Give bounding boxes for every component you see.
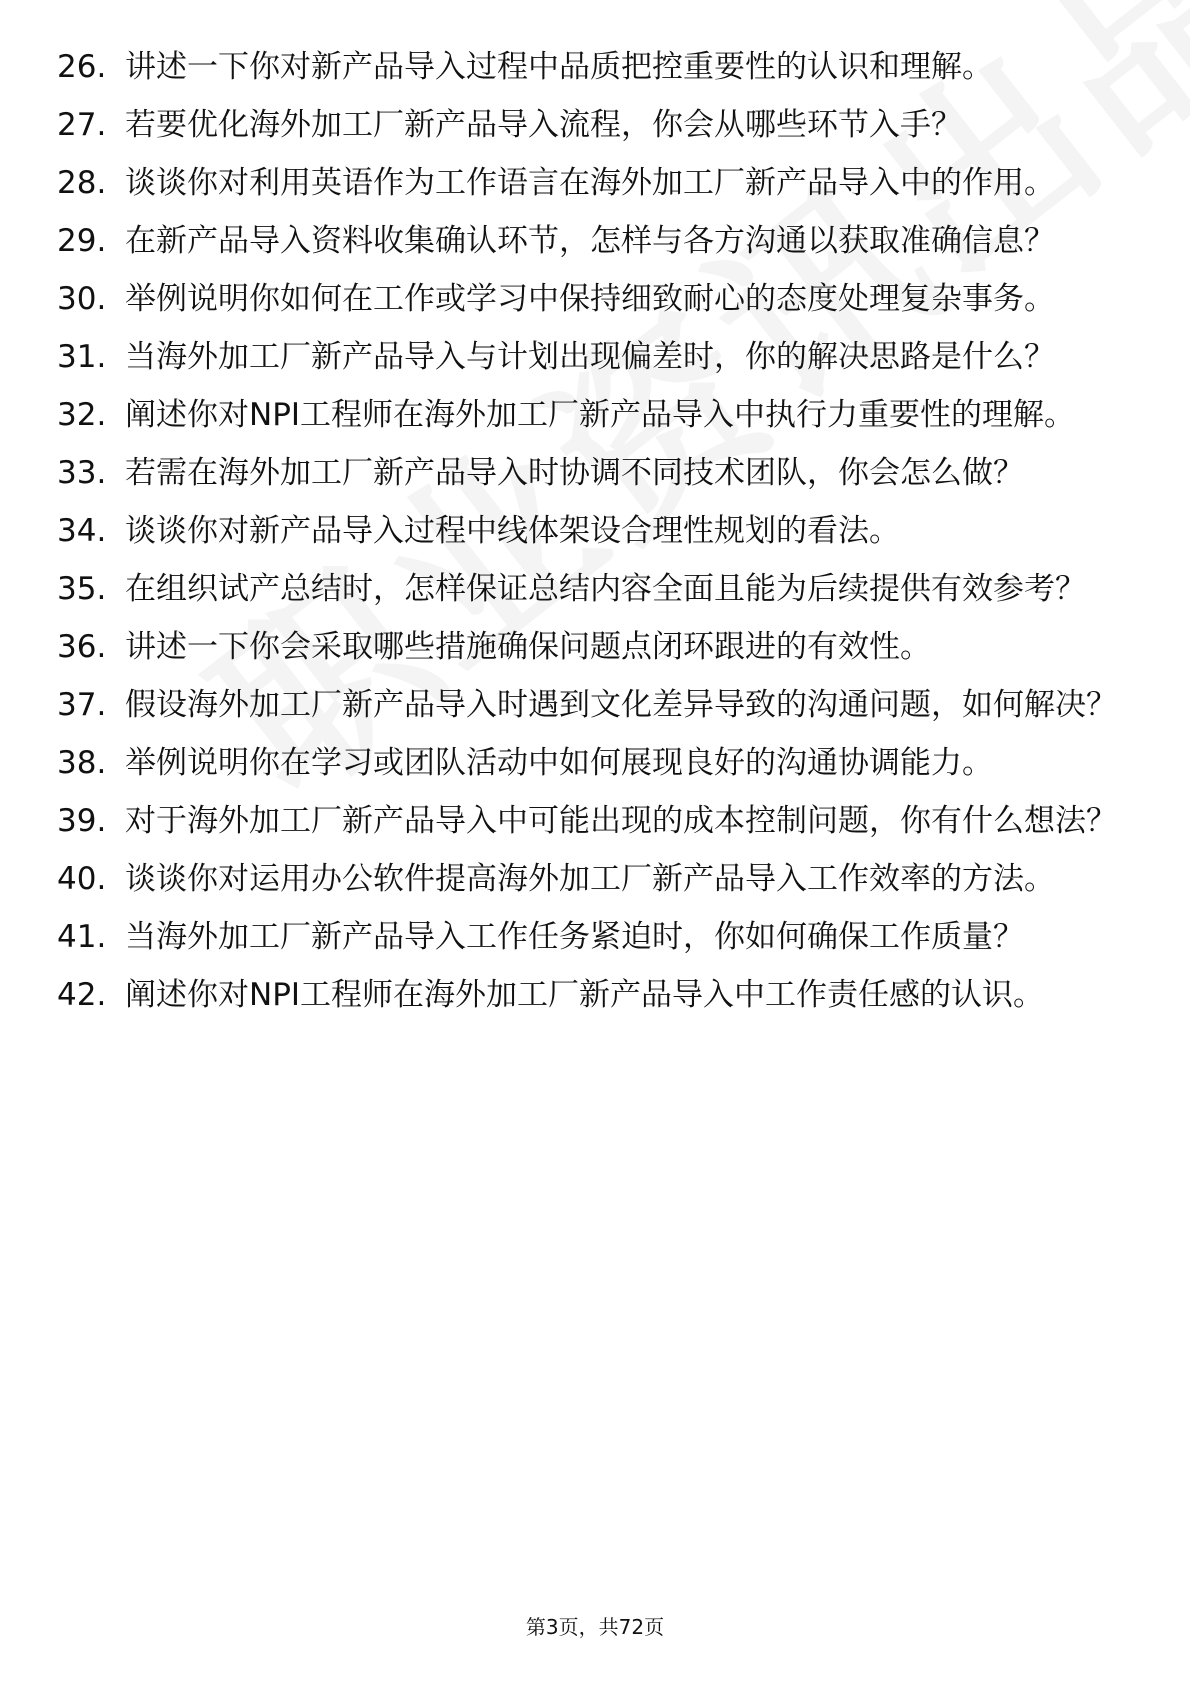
question-number: 29.: [57, 223, 107, 259]
question-number: 37.: [57, 687, 107, 723]
question-item: [57, 860, 1117, 898]
question-item: [57, 106, 1117, 144]
question-text: 当海外加工厂新产品导入与计划出现偏差时，你的解决思路是什么？: [125, 339, 1055, 375]
question-list: [57, 48, 1117, 1034]
page-footer: [0, 1611, 1190, 1640]
question-text: 对于海外加工厂新产品导入中可能出现的成本控制问题，你有什么想法？: [125, 803, 1117, 839]
question-item: [57, 338, 1117, 376]
question-item: [57, 396, 1117, 434]
question-text: 讲述一下你会采取哪些措施确保问题点闭环跟进的有效性。: [125, 629, 931, 665]
question-number: 32.: [57, 397, 107, 433]
question-number: 28.: [57, 165, 107, 201]
question-item: [57, 918, 1117, 956]
question-text: 谈谈你对新产品导入过程中线体架设合理性规划的看法。: [125, 513, 900, 549]
question-number: 31.: [57, 339, 107, 375]
question-text: 举例说明你在学习或团队活动中如何展现良好的沟通协调能力。: [125, 745, 993, 781]
question-item: [57, 628, 1117, 666]
question-number: 33.: [57, 455, 107, 491]
page-number-label: 第3页，共72页: [525, 1615, 665, 1639]
question-number: 41.: [57, 919, 107, 955]
question-item: [57, 222, 1117, 260]
question-text: 假设海外加工厂新产品导入时遇到文化差异导致的沟通问题，如何解决？: [125, 687, 1117, 723]
question-item: [57, 512, 1117, 550]
question-text: 举例说明你如何在工作或学习中保持细致耐心的态度处理复杂事务。: [125, 281, 1055, 317]
question-number: 27.: [57, 107, 107, 143]
question-item: [57, 802, 1117, 840]
question-text: 若需在海外加工厂新产品导入时协调不同技术团队，你会怎么做？: [125, 455, 1024, 491]
question-text: 当海外加工厂新产品导入工作任务紧迫时，你如何确保工作质量？: [125, 919, 1024, 955]
question-number: 39.: [57, 803, 107, 839]
question-number: 38.: [57, 745, 107, 781]
question-text: 在组织试产总结时，怎样保证总结内容全面且能为后续提供有效参考？: [125, 571, 1086, 607]
question-item: [57, 570, 1117, 608]
question-number: 35.: [57, 571, 107, 607]
question-item: [57, 48, 1117, 86]
question-text: 在新产品导入资料收集确认环节，怎样与各方沟通以获取准确信息？: [125, 223, 1055, 259]
question-number: 36.: [57, 629, 107, 665]
question-number: 34.: [57, 513, 107, 549]
question-text: 若要优化海外加工厂新产品导入流程，你会从哪些环节入手？: [125, 107, 962, 143]
question-item: [57, 976, 1117, 1014]
question-number: 42.: [57, 977, 107, 1013]
question-item: [57, 164, 1117, 202]
question-text: 阐述你对NPI工程师在海外加工厂新产品导入中执行力重要性的理解。: [125, 397, 1076, 433]
question-item: [57, 454, 1117, 492]
question-item: [57, 280, 1117, 318]
question-number: 26.: [57, 49, 107, 85]
question-item: [57, 744, 1117, 782]
question-item: [57, 686, 1117, 724]
question-text: 谈谈你对利用英语作为工作语言在海外加工厂新产品导入中的作用。: [125, 165, 1055, 201]
question-text: 阐述你对NPI工程师在海外加工厂新产品导入中工作责任感的认识。: [125, 977, 1045, 1013]
question-text: 讲述一下你对新产品导入过程中品质把控重要性的认识和理解。: [125, 49, 993, 85]
question-text: 谈谈你对运用办公软件提高海外加工厂新产品导入工作效率的方法。: [125, 861, 1055, 897]
question-number: 30.: [57, 281, 107, 317]
question-number: 40.: [57, 861, 107, 897]
